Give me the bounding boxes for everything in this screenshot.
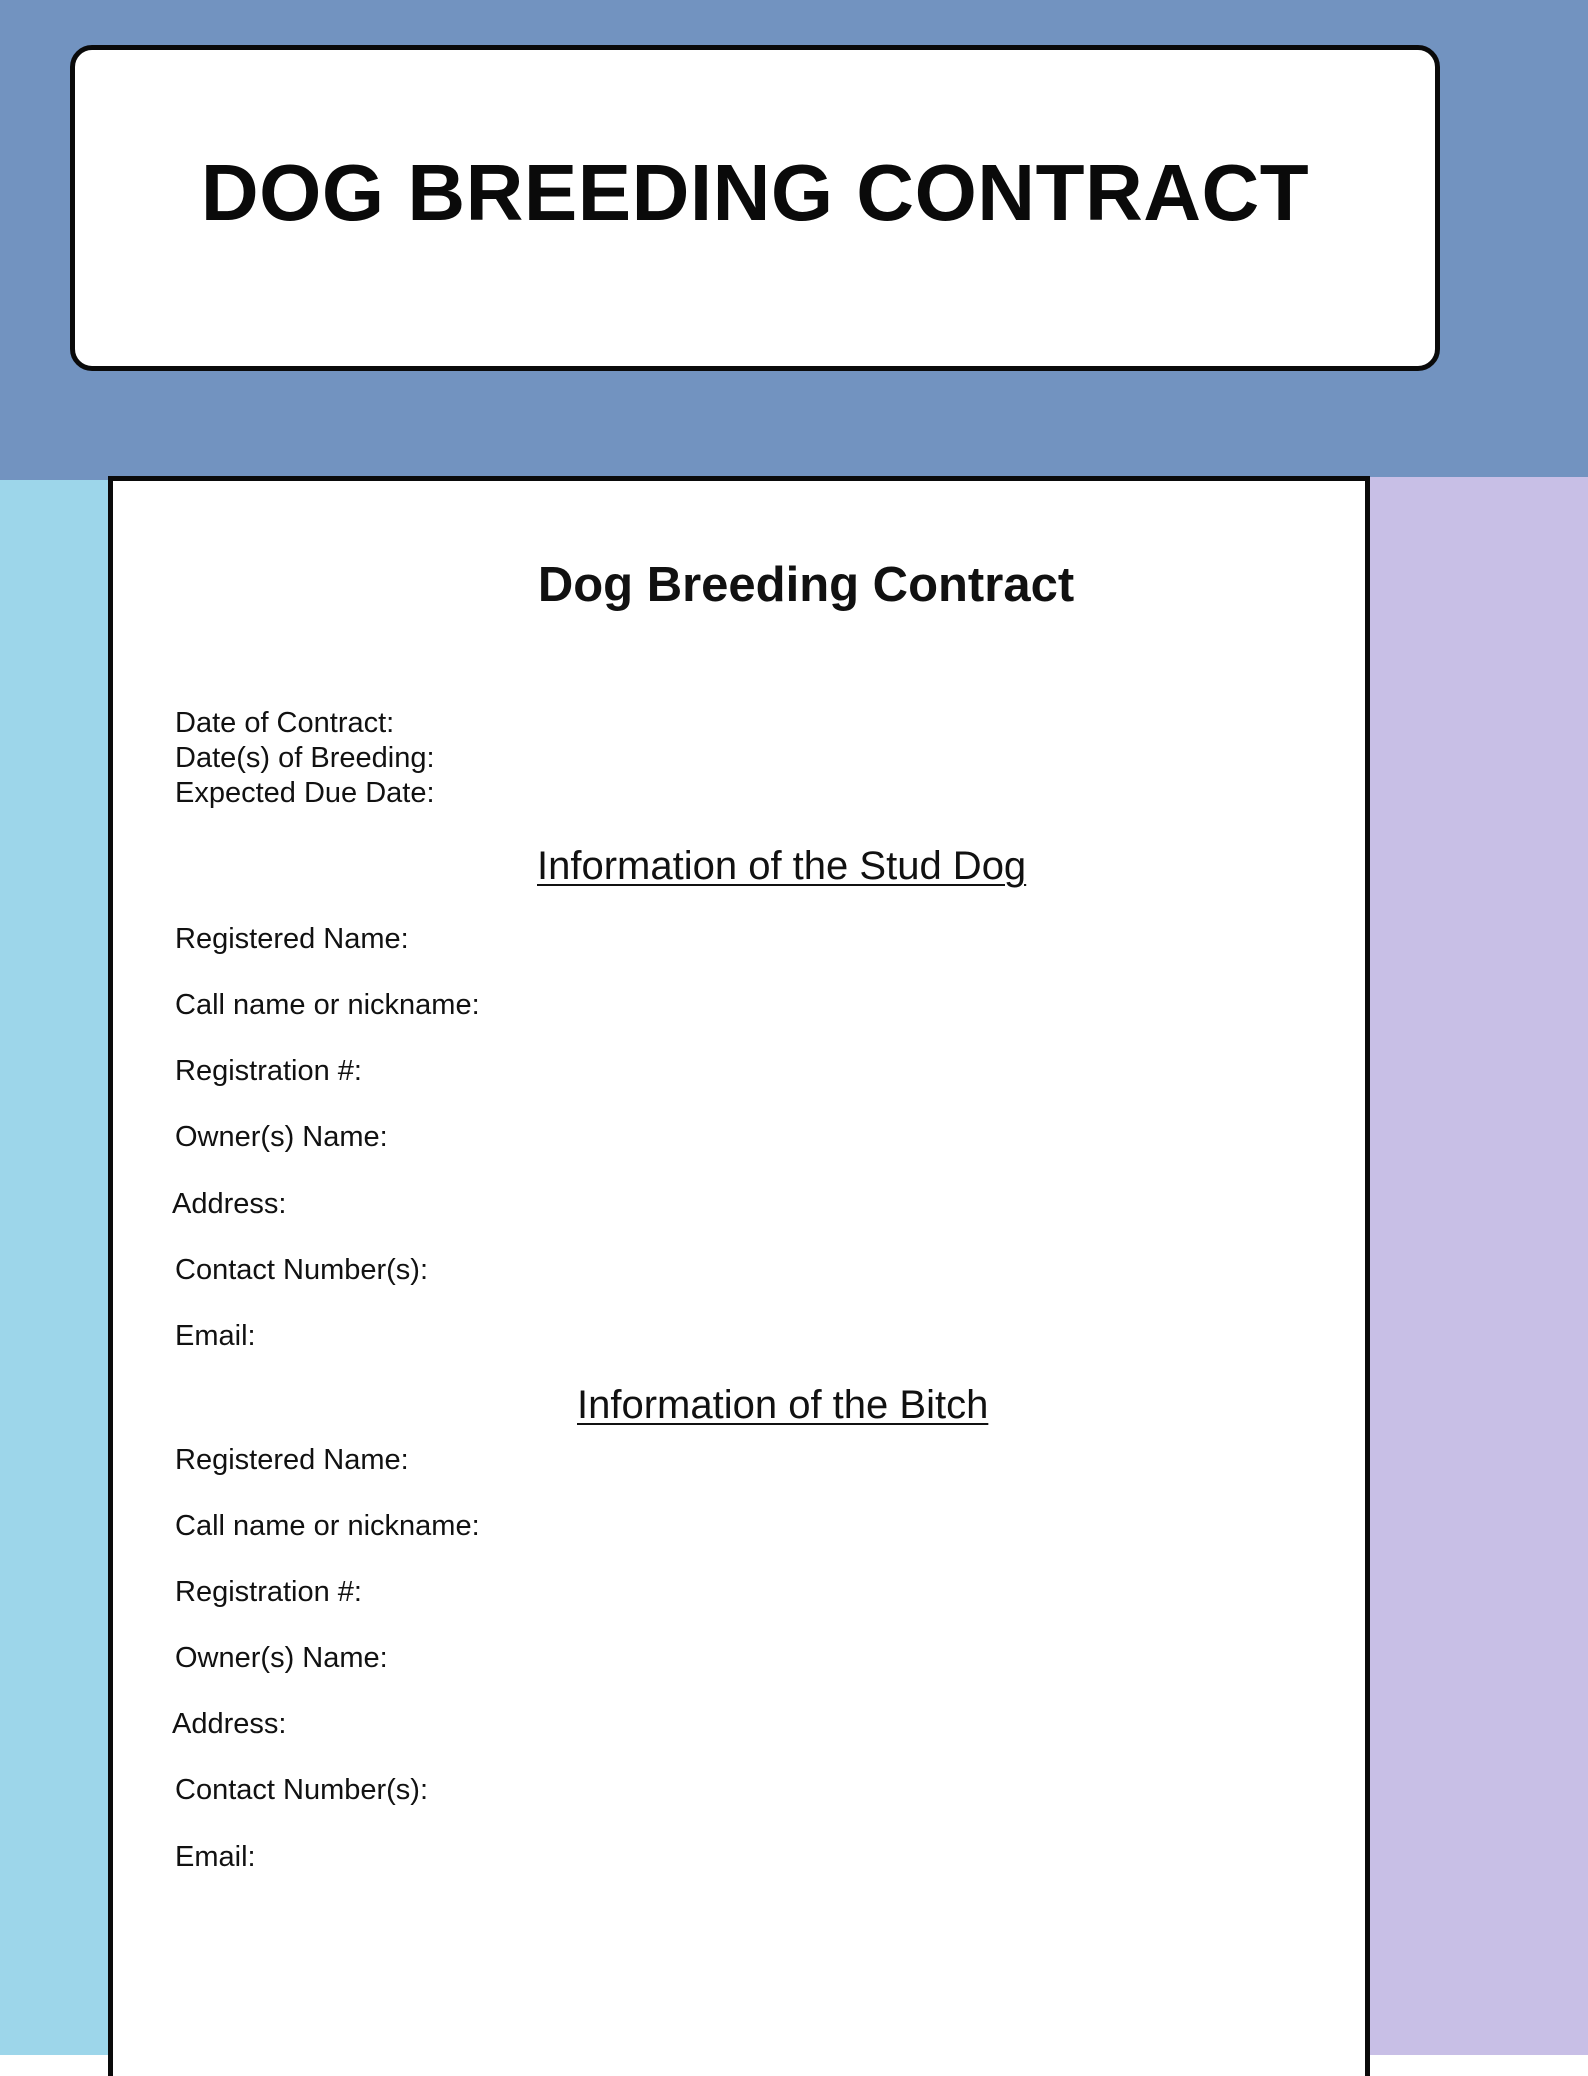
dates-of-breeding-label: Date(s) of Breeding: bbox=[175, 742, 435, 774]
bitch-registration-number-label: Registration #: bbox=[175, 1576, 362, 1608]
title-banner bbox=[70, 45, 1440, 371]
expected-due-date-label: Expected Due Date: bbox=[175, 777, 435, 809]
stud-section-heading: Information of the Stud Dog bbox=[537, 844, 1027, 888]
bitch-registered-name-label: Registered Name: bbox=[175, 1444, 409, 1476]
stud-address-label: Address: bbox=[172, 1188, 287, 1220]
bitch-section-heading: Information of the Bitch bbox=[577, 1383, 989, 1427]
date-of-contract-label: Date of Contract: bbox=[175, 707, 395, 739]
bitch-contact-label: Contact Number(s): bbox=[175, 1774, 429, 1806]
bitch-address-label: Address: bbox=[172, 1708, 287, 1740]
document-title: Dog Breeding Contract bbox=[537, 558, 1075, 612]
bitch-email-label: Email: bbox=[175, 1841, 256, 1873]
stud-registration-number-label: Registration #: bbox=[175, 1055, 362, 1087]
banner-title: DOG BREEDING CONTRACT bbox=[200, 148, 1310, 237]
stud-registered-name-label: Registered Name: bbox=[175, 923, 409, 955]
bitch-call-name-label: Call name or nickname: bbox=[175, 1510, 480, 1542]
bitch-owner-name-label: Owner(s) Name: bbox=[175, 1642, 388, 1674]
stud-call-name-label: Call name or nickname: bbox=[175, 989, 480, 1021]
background-left-band bbox=[0, 480, 110, 2055]
stud-email-label: Email: bbox=[175, 1320, 256, 1352]
contract-sheet bbox=[108, 476, 1370, 2076]
stud-contact-label: Contact Number(s): bbox=[175, 1254, 429, 1286]
stud-owner-name-label: Owner(s) Name: bbox=[175, 1121, 388, 1153]
background-right-band bbox=[1368, 477, 1588, 2055]
